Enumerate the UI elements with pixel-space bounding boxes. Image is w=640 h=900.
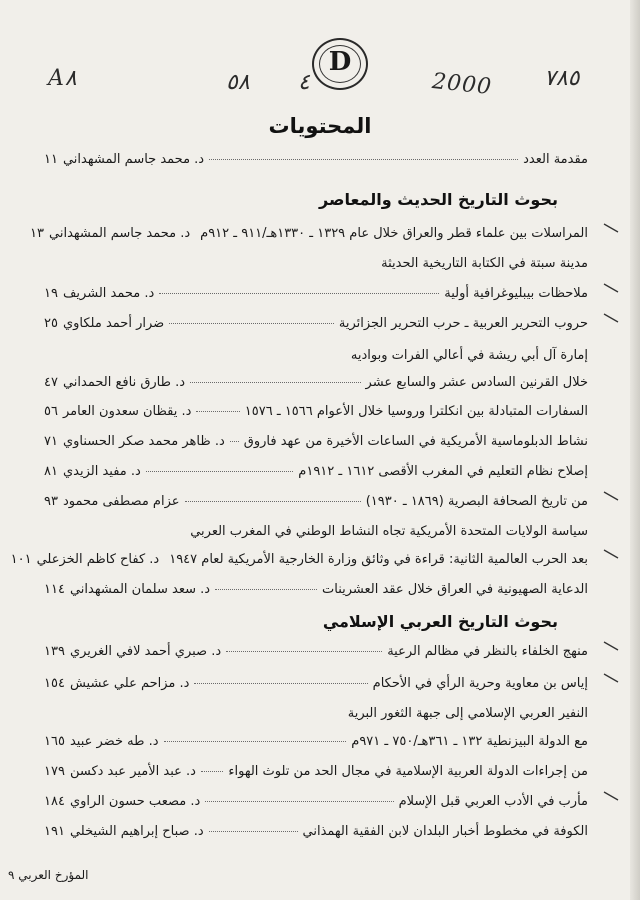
entry-author: د. طارق نافع الحمداني [62, 375, 186, 390]
entry-title: ملاحظات بيبليوغرافية أولية [444, 286, 588, 301]
entry-page: ١٩١ [44, 824, 65, 839]
dot-leader [190, 382, 361, 383]
check-mark-icon [602, 548, 620, 560]
entry-author: د. محمد الشريف [62, 286, 155, 301]
dot-leader [201, 771, 223, 772]
entry-title: منهج الخلفاء بالنظر في مظالم الرعية [387, 644, 588, 659]
entry-author: د. يقظان سعدون العامر [62, 404, 192, 419]
entry-title: بعد الحرب العالمية الثانية: قراءة في وثائق وزارة الخارجية الأمريكية لعام ١٩٤٧ [169, 552, 588, 567]
section-heading-islamic-history: بحوث التاريخ العربي الإسلامي [322, 612, 558, 631]
toc-entry-title-line: إمارة آل أبي ريشة في أعالي الفرات وبواديه [350, 348, 588, 363]
dot-leader [230, 441, 239, 442]
toc-entry [44, 676, 588, 691]
check-mark-icon [602, 312, 620, 324]
toc-entry-introduction [44, 152, 588, 167]
entry-author: د. ظاهر محمد صكر الحسناوي [62, 434, 225, 449]
toc-entry-title-line: سياسة الولايات المتحدة الأمريكية تجاه النشاط الوطني في المغرب العربي [190, 524, 588, 539]
toc-entry-title-line: النفير العربي الإسلامي إلى جبهة الثغور البرية [347, 706, 588, 721]
dot-leader [215, 589, 317, 590]
toc-entry-title-line: مدينة سبتة في الكتابة التاريخية الحديثة [381, 256, 588, 271]
dot-leader [196, 411, 239, 412]
toc-entry [44, 286, 588, 301]
handwritten-code-1: ٥٨ [226, 70, 250, 95]
dot-leader [209, 159, 518, 160]
entry-page: ١٣ [30, 226, 44, 241]
dot-leader [159, 293, 439, 294]
entry-page: ١٧٩ [44, 764, 65, 779]
entry-page: ١٥٤ [44, 676, 65, 691]
toc-entry [44, 794, 588, 809]
toc-entry [44, 734, 588, 749]
entry-author: د. صبري أحمد لافي الغريري [69, 644, 222, 659]
entry-page: ١٣٩ [44, 644, 65, 659]
entry-author: د. مزاحم علي عشيش [69, 676, 190, 691]
entry-title: مأرب في الأدب العربي قبل الإسلام [398, 794, 588, 809]
entry-title: إياس بن معاوية وحرية الرأي في الأحكام [372, 676, 588, 691]
entry-page: ٥٦ [44, 404, 58, 419]
toc-entry [44, 824, 588, 839]
dot-leader [185, 501, 361, 502]
check-mark-icon [602, 790, 620, 802]
entry-page: ٤٧ [44, 375, 58, 390]
entry-title: الكوفة في مخطوط أخبار البلدان لابن الفقية الهمذاني [302, 824, 588, 839]
entry-author: د. طه خضر عبيد [69, 734, 159, 749]
check-mark-icon [602, 672, 620, 684]
toc-entry [44, 375, 588, 390]
toc-entry [30, 226, 588, 241]
handwritten-code-3: ٧٨٥ [544, 66, 580, 91]
stamp-letter: D [328, 47, 352, 77]
check-mark-icon [602, 640, 620, 652]
entry-page: ٨١ [44, 464, 58, 479]
entry-title: حروب التحرير العربية ـ حرب التحرير الجزائرية [338, 316, 588, 331]
toc-entry [44, 764, 588, 779]
toc-entry [10, 552, 588, 567]
section-heading-modern-history: بحوث التاريخ الحديث والمعاصر [319, 190, 558, 209]
entry-title: مقدمة العدد [523, 152, 588, 167]
dot-leader [164, 741, 347, 742]
check-mark-icon [602, 282, 620, 294]
entry-page: ١٨٤ [44, 794, 65, 809]
entry-page: ١٠١ [10, 552, 32, 567]
toc-entry [44, 316, 588, 331]
entry-page: ١١ [44, 152, 58, 167]
entry-page: ١١٤ [44, 582, 65, 597]
entry-author: عزام مصطفى محمود [62, 494, 180, 509]
entry-author: د. سعد سلمان المشهداني [69, 582, 211, 597]
entry-author: د. محمد جاسم المشهداني [62, 152, 205, 167]
toc-entry [44, 404, 588, 419]
entry-author: د. صباح إبراهيم الشيخلي [69, 824, 204, 839]
entry-title: خلال القرنين السادس عشر والسابع عشر [365, 375, 588, 390]
entry-author: د. عبد الأمير عبد دكسن [69, 764, 196, 779]
handwritten-page-number: A٨ [48, 66, 77, 91]
toc-entry [44, 582, 588, 597]
entry-author: د. محمد جاسم المشهداني [49, 226, 191, 241]
check-mark-icon [602, 490, 620, 502]
entry-title: من تاريخ الصحافة البصرية (١٨٦٩ ـ ١٩٣٠) [365, 494, 588, 509]
toc-entry [44, 644, 588, 659]
library-stamp [312, 38, 368, 90]
entry-author: ضرار أحمد ملكاوي [62, 316, 165, 331]
entry-author: د. كفاح كاظم الخزعلي [36, 552, 160, 567]
entry-title: إصلاح نظام التعليم في المغرب الأقصى ١٦١٢ ـ ١٩١٢م [298, 464, 588, 479]
page-footer: المؤرخ العربي ٩ [8, 868, 89, 882]
page-title: المحتويات [268, 114, 372, 138]
entry-title: من إجراءات الدولة العربية الإسلامية في مجال الحد من تلوث الهواء [228, 764, 588, 779]
entry-page: ٢٥ [44, 316, 58, 331]
entry-author: د. مفيد الزيدي [62, 464, 141, 479]
check-mark-icon [602, 222, 620, 234]
entry-page: ١٦٥ [44, 734, 65, 749]
toc-entry [44, 494, 588, 509]
toc-entry [44, 434, 588, 449]
dot-leader [169, 323, 334, 324]
entry-title: نشاط الدبلوماسية الأمريكية في الساعات الأخيرة من عهد فاروق [243, 434, 588, 449]
entry-title: الدعاية الصهيونية في العراق خلال عقد العشرينات [322, 582, 588, 597]
entry-title: المراسلات بين علماء قطر والعراق خلال عام ١٣٢٩ ـ ١٣٣٠هـ/٩١١ ـ ٩١٢م [200, 226, 588, 241]
dot-leader [146, 471, 293, 472]
entry-page: ٧١ [44, 434, 58, 449]
toc-entry [44, 464, 588, 479]
dot-leader [226, 651, 382, 652]
entry-page: ٩٣ [44, 494, 58, 509]
entry-title: السفارات المتبادلة بين انكلترا وروسيا خلال الأعوام ١٥٦٦ ـ ١٥٧٦ [244, 404, 588, 419]
dot-leader [205, 801, 393, 802]
entry-author: د. مصعب حسون الراوي [69, 794, 201, 809]
entry-title: مع الدولة البيزنطية ١٣٢ ـ ٣٦١هـ/٧٥٠ ـ ٩٧١م [351, 734, 588, 749]
handwritten-year: 2000 [430, 68, 494, 101]
handwritten-code-2: ٤ [298, 70, 310, 95]
dot-leader [209, 831, 298, 832]
dot-leader [194, 683, 367, 684]
entry-page: ١٩ [44, 286, 58, 301]
